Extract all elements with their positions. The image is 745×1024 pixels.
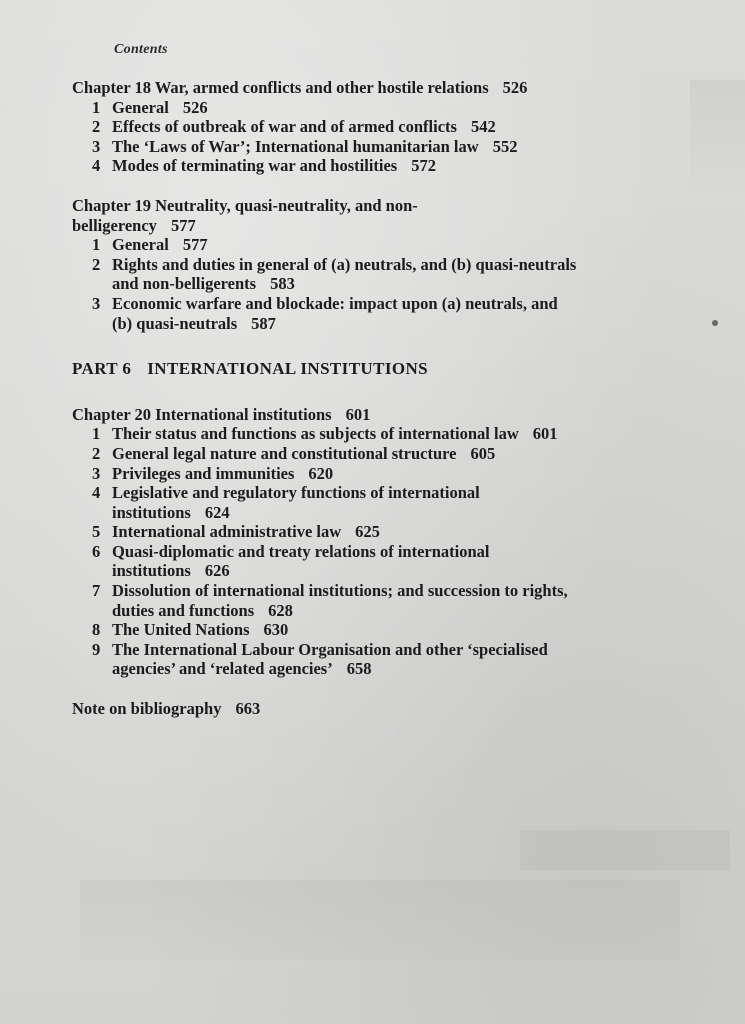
- chapter-19-entries: [72, 235, 722, 333]
- entry-number: 7: [92, 581, 101, 601]
- entry-title: Privileges and immunities: [112, 463, 295, 483]
- chapter-18-page: 526: [502, 78, 528, 97]
- entry-number: 1: [92, 424, 101, 444]
- chapter-20-page: 601: [345, 404, 371, 424]
- entry-number: 1: [92, 97, 101, 117]
- entry-number: 9: [92, 639, 101, 659]
- chapter-20-title: Chapter 20 International institutions: [72, 404, 332, 424]
- toc-entry: [72, 98, 722, 118]
- entry-title-line2: institutions: [112, 561, 191, 581]
- entry-title-line1: Dissolution of international institutions; and succession to rights,: [112, 581, 568, 601]
- spacer: [72, 379, 722, 405]
- entry-page: 552: [492, 136, 518, 156]
- toc-entry: [72, 255, 722, 294]
- entry-title: Modes of terminating war and hostilities: [112, 156, 398, 176]
- entry-page: 583: [270, 274, 295, 294]
- spacer: [72, 333, 722, 359]
- entry-number: 3: [92, 463, 101, 483]
- chapter-19-title-line1: Chapter 19 Neutrality, quasi-neutrality, and non-: [72, 195, 418, 215]
- chapter-19-page: 577: [170, 215, 196, 235]
- toc-entry: [72, 522, 722, 542]
- chapter-18-title: Chapter 18 War, armed conflicts and other hostile relations: [72, 78, 489, 97]
- entry-title-line1: Economic warfare and blockade: impact upon (a) neutrals, and: [112, 293, 558, 313]
- toc-entry: [72, 542, 722, 581]
- entry-page: 628: [268, 600, 293, 620]
- contents-list: [72, 78, 722, 719]
- toc-entry: [72, 620, 722, 640]
- entry-page: 625: [355, 522, 380, 542]
- entry-page: 626: [204, 561, 230, 581]
- entry-page: 526: [182, 97, 208, 117]
- entry-number: 4: [92, 483, 101, 503]
- entry-title: The ‘Laws of War’; International humanitarian law: [112, 136, 479, 156]
- show-through-block-3: [80, 880, 680, 960]
- entry-page: 605: [470, 443, 496, 463]
- entry-title: International administrative law: [112, 522, 342, 542]
- entry-page: 630: [263, 620, 289, 640]
- chapter-18-heading: [72, 78, 722, 98]
- entry-number: 5: [92, 522, 101, 542]
- entry-title-line2: duties and functions: [112, 600, 255, 620]
- entry-number: 6: [92, 541, 101, 561]
- entry-title-line2: institutions: [112, 502, 191, 522]
- note-on-bibliography: [72, 699, 722, 719]
- entry-title-line2: (b) quasi-neutrals: [112, 313, 238, 333]
- toc-entry: [72, 294, 722, 333]
- entry-title: General: [112, 97, 169, 117]
- entry-number: 3: [92, 136, 101, 156]
- entry-page: 542: [470, 117, 496, 137]
- toc-entry: [72, 581, 722, 620]
- note-title: Note on bibliography: [72, 699, 222, 719]
- chapter-20-heading: [72, 405, 722, 425]
- toc-entry: [72, 464, 722, 484]
- chapter-20-entries: [72, 424, 722, 679]
- spacer: [72, 679, 722, 699]
- entry-page: 658: [346, 659, 372, 679]
- toc-entry: [72, 424, 722, 444]
- entry-number: 4: [92, 156, 101, 176]
- entry-page: 620: [308, 463, 334, 483]
- part-6-title: INTERNATIONAL INSTITUTIONS: [147, 359, 429, 379]
- entry-number: 2: [92, 254, 101, 274]
- part-6-label: PART 6: [72, 359, 132, 379]
- entry-page: 601: [532, 424, 558, 444]
- chapter-19-title-line2: belligerency: [72, 215, 157, 235]
- entry-title-line1: The International Labour Organisation and other ‘specialised: [112, 639, 548, 659]
- entry-number: 2: [92, 443, 101, 463]
- spacer: [72, 176, 722, 196]
- entry-page: 587: [251, 313, 276, 333]
- entry-number: 8: [92, 620, 101, 640]
- entry-title: The United Nations: [112, 620, 250, 640]
- entry-title: General legal nature and constitutional structure: [112, 443, 457, 463]
- entry-title-line1: Rights and duties in general of (a) neutrals, and (b) quasi-neutrals: [112, 254, 577, 274]
- entry-title-line1: Legislative and regulatory functions of international: [112, 483, 480, 503]
- toc-entry: [72, 117, 722, 137]
- entry-title-line2: and non-belligerents: [112, 274, 257, 294]
- entry-page: 572: [411, 156, 436, 176]
- entry-title-line2: agencies’ and ‘related agencies’: [112, 659, 333, 679]
- entry-number: 1: [92, 235, 101, 255]
- toc-entry: [72, 235, 722, 255]
- chapter-19-heading: [72, 196, 722, 235]
- note-page: 663: [235, 699, 261, 719]
- toc-entry: [72, 444, 722, 464]
- entry-page: 624: [204, 502, 230, 522]
- toc-entry: [72, 483, 722, 522]
- show-through-block-2: [520, 830, 730, 870]
- entry-title-line1: Quasi-diplomatic and treaty relations of international: [112, 541, 490, 561]
- part-6-heading: [72, 359, 722, 379]
- entry-title: Their status and functions as subjects of international law: [112, 424, 519, 444]
- chapter-18-entries: [72, 98, 722, 176]
- entry-title: Effects of outbreak of war and of armed conflicts: [112, 117, 457, 137]
- toc-entry: [72, 137, 722, 157]
- entry-number: 2: [92, 117, 101, 137]
- toc-entry: [72, 156, 722, 176]
- entry-number: 3: [92, 293, 101, 313]
- entry-page: 577: [182, 235, 208, 255]
- running-head: Contents: [114, 42, 168, 57]
- entry-title: General: [112, 235, 169, 255]
- toc-entry: [72, 640, 722, 679]
